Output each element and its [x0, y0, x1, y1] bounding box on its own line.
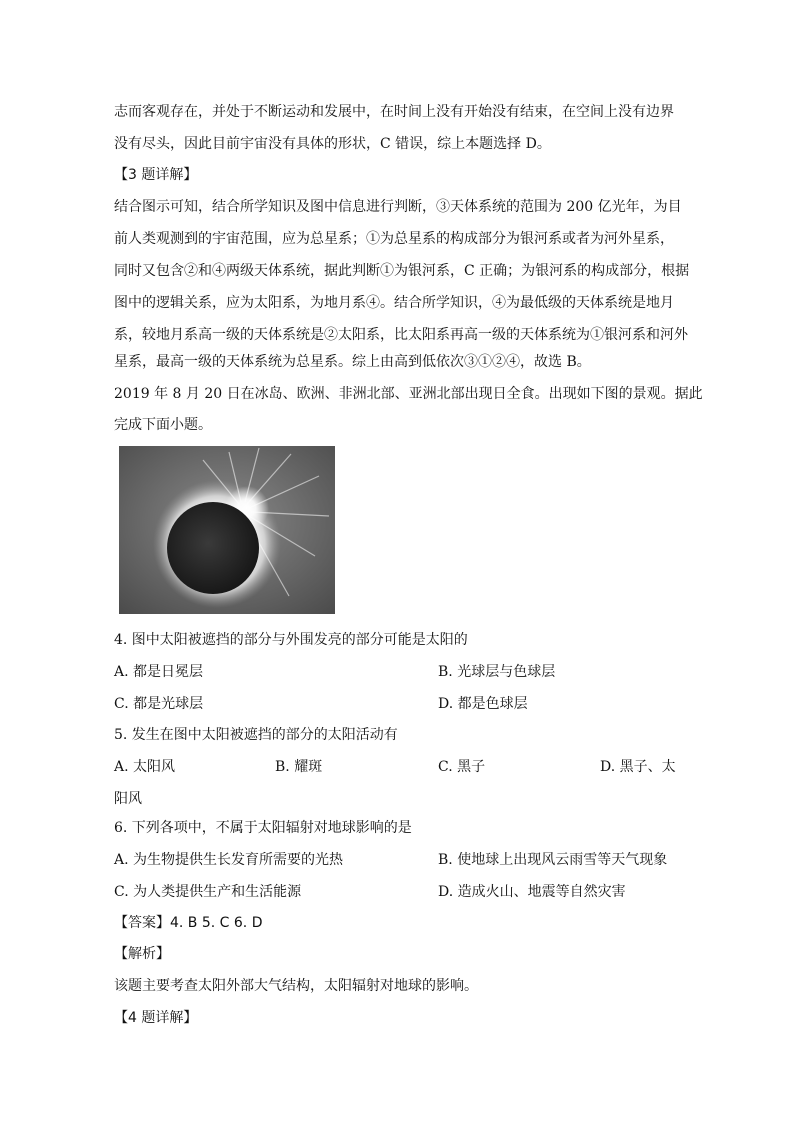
text-line: 系，较地月系高一级的天体系统是②太阳系，比太阳系再高一级的天体系统为①银河系和河外 — [114, 327, 688, 343]
option-b: B. 耀斑 — [275, 759, 323, 775]
option-a: A. 为生物提供生长发育所需要的光热 — [114, 852, 344, 868]
option-d: D. 都是色球层 — [438, 696, 528, 712]
text-line: 星系，最高一级的天体系统为总星系。综上由高到低依次③①②④，故选 B。 — [114, 354, 591, 370]
text-line: 同时又包含②和④两级天体系统，据此判断①为银河系，C 正确；为银河系的构成部分，根据 — [114, 263, 690, 279]
option-c: C. 黑子 — [438, 759, 486, 775]
option-d-continued: 阳风 — [114, 791, 142, 807]
option-d: D. 造成火山、地震等自然灾害 — [438, 884, 626, 900]
option-b: B. 光球层与色球层 — [438, 664, 556, 680]
text-line: 结合图示可知，结合所学知识及图中信息进行判断，③天体系统的范围为 200 亿光年，为目 — [114, 199, 682, 215]
q4-detail-heading: 【4 题详解】 — [114, 1010, 198, 1026]
option-c: C. 都是光球层 — [114, 696, 204, 712]
text-line: 志而客观存在，并处于不断运动和发展中，在时间上没有开始没有结束，在空间上没有边界 — [114, 104, 674, 120]
option-d: D. 黑子、太 — [600, 759, 676, 775]
text-line: 完成下面小题。 — [114, 417, 212, 433]
question-stem: 6. 下列各项中，不属于太阳辐射对地球影响的是 — [114, 820, 412, 836]
text-line: 2019 年 8 月 20 日在冰岛、欧洲、非洲北部、亚洲北部出现日全食。出现如下图的景观。据此 — [114, 386, 703, 402]
answer-line: 【答案】4. B 5. C 6. D — [114, 915, 263, 931]
option-a: A. 太阳风 — [114, 759, 176, 775]
question-stem: 4. 图中太阳被遮挡的部分与外围发亮的部分可能是太阳的 — [114, 632, 468, 648]
q3-detail-heading: 【3 题详解】 — [114, 167, 198, 183]
analysis-heading: 【解析】 — [114, 946, 170, 962]
analysis-text: 该题主要考查太阳外部大气结构，太阳辐射对地球的影响。 — [114, 978, 478, 994]
option-b: B. 使地球上出现风云雨雪等天气现象 — [438, 852, 668, 868]
option-a: A. 都是日冕层 — [114, 664, 204, 680]
question-stem: 5. 发生在图中太阳被遮挡的部分的太阳活动有 — [114, 727, 398, 743]
text-line: 前人类观测到的宇宙范围，应为总星系；①为总星系的构成部分为银河系或者为河外星系， — [114, 231, 674, 247]
text-line: 没有尽头，因此目前宇宙没有具体的形状，C 错误，综上本题选择 D。 — [114, 136, 551, 152]
text-line: 图中的逻辑关系，应为太阳系，为地月系④。结合所学知识，④为最低级的天体系统是地月 — [114, 295, 674, 311]
option-c: C. 为人类提供生产和生活能源 — [114, 884, 302, 900]
solar-eclipse-photo — [119, 446, 335, 614]
